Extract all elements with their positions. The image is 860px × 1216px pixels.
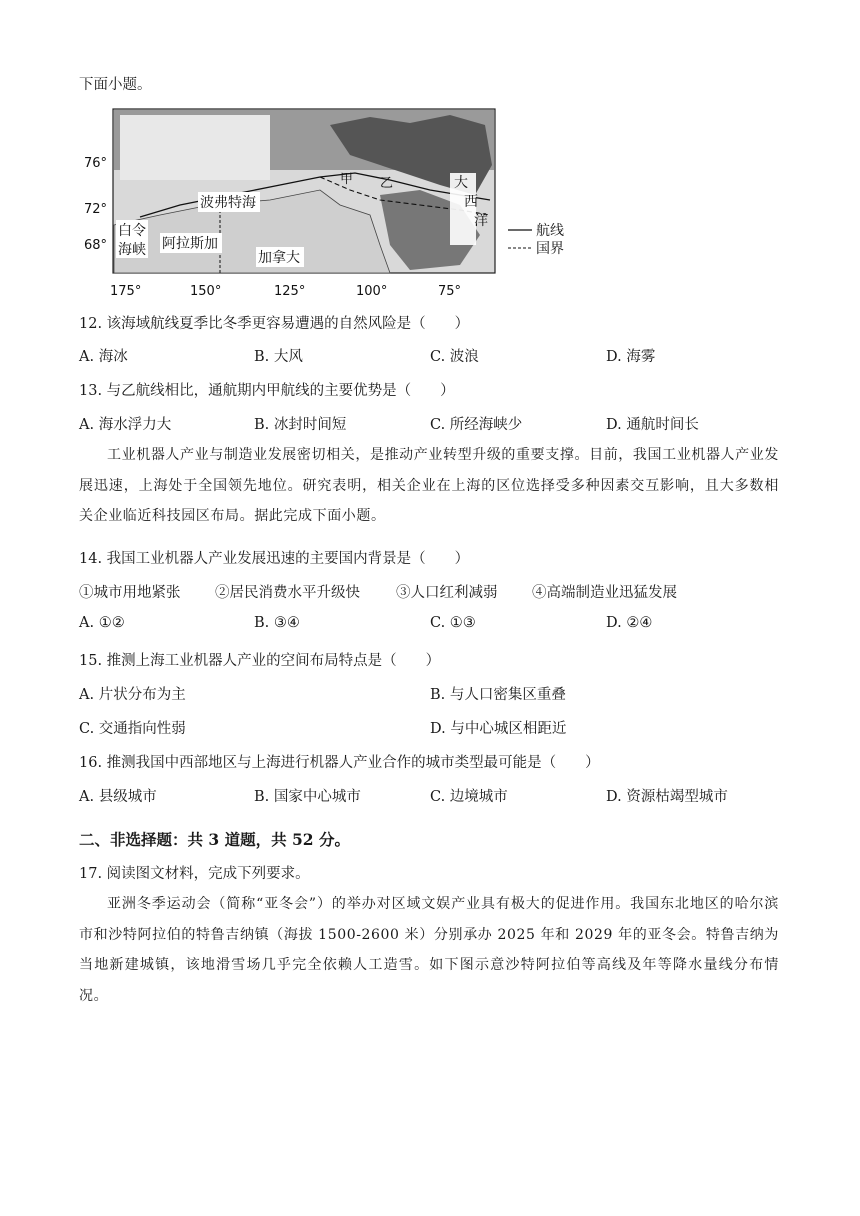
section-2-heading: 二、非选择题：共 3 道题，共 52 分。 [79,830,350,849]
lon-label-125: 125° [274,284,306,299]
arctic-route-map [80,105,600,310]
bering-label-2: 海峡 [118,242,146,258]
q14-choice-1: ①城市用地紧张 [79,585,181,601]
q14-choice-2: ②居民消费水平升级快 [215,585,360,601]
lon-label-150: 150° [190,284,222,299]
atlantic-label-1: 大 [454,175,468,191]
q13-option-b[interactable]: B. 冰封时间短 [254,417,347,433]
q13-option-d[interactable]: D. 通航时间长 [606,417,699,433]
q15-option-a[interactable]: A. 片状分布为主 [79,687,186,703]
q14-stem: 14. 我国工业机器人产业发展迅速的主要国内背景是（ ） [79,551,470,567]
q16-option-d[interactable]: D. 资源枯竭型城市 [606,789,728,805]
washout-area [120,115,270,180]
q14-option-d[interactable]: D. ②④ [606,615,653,631]
q12-option-c[interactable]: C. 波浪 [430,349,479,365]
q16-option-a[interactable]: A. 县级城市 [79,789,157,805]
lat-label-72: 72° [84,202,108,217]
q17-stem: 17. 阅读图文材料，完成下列要求。 [79,866,310,882]
lon-label-75: 75° [438,284,462,299]
q15-option-d[interactable]: D. 与中心城区相距近 [430,721,567,737]
q15-option-c[interactable]: C. 交通指向性弱 [79,721,186,737]
bering-label-1: 白令 [118,223,146,239]
q13-stem: 13. 与乙航线相比，通航期内甲航线的主要优势是（ ） [79,383,455,399]
atlantic-label-2: 西 [464,194,478,210]
route-yi-label: 乙 [380,176,394,191]
legend-route-label: 航线 [536,223,564,239]
q16-stem: 16. 推测我国中西部地区与上海进行机器人产业合作的城市类型最可能是（ ） [79,755,600,771]
q14-option-b[interactable]: B. ③④ [254,615,300,631]
passage-asian-winter-games: 亚洲冬季运动会（简称“亚冬会”）的举办对区域文娱产业具有极大的促进作用。我国东北地区的哈尔滨市和沙特阿拉伯的特鲁吉纳镇（海拔 1500-2600 米）分别承办 2025 年和 2029 年的亚冬会。特鲁吉纳为当地新建城镇，该地滑雪场几乎完全依赖人工造雪。如下图示意沙特阿拉伯等高线及年等降水量线分布情况。 [79,896,779,1004]
alaska-label: 阿拉斯加 [162,236,218,252]
lon-label-100: 100° [356,284,388,299]
q12-option-a[interactable]: A. 海冰 [79,349,128,365]
canada-label: 加拿大 [258,250,300,266]
lon-label-175: 175° [110,284,142,299]
q16-option-b[interactable]: B. 国家中心城市 [254,789,361,805]
beaufort-sea-label: 波弗特海 [200,195,256,211]
route-jia-label: 甲 [340,172,354,187]
q14-option-c[interactable]: C. ①③ [430,615,476,631]
q13-option-c[interactable]: C. 所经海峡少 [430,417,523,433]
q13-option-a[interactable]: A. 海水浮力大 [79,417,172,433]
q14-choice-4: ④高端制造业迅猛发展 [532,585,677,601]
lat-label-68: 68° [84,238,108,253]
intro-tail: 下面小题。 [79,77,152,93]
q12-option-b[interactable]: B. 大风 [254,349,303,365]
passage-robot-industry: 工业机器人产业与制造业发展密切相关，是推动产业转型升级的重要支撑。目前，我国工业机器人产业发展迅速，上海处于全国领先地位。研究表明，相关企业在上海的区位选择受多种因素交互影响，且大多数相关企业临近科技园区布局。据此完成下面小题。 [79,447,779,524]
q15-stem: 15. 推测上海工业机器人产业的空间布局特点是（ ） [79,653,441,669]
q15-option-b[interactable]: B. 与人口密集区重叠 [430,687,566,703]
q12-option-d[interactable]: D. 海雾 [606,349,656,365]
q14-choice-3: ③人口红利减弱 [396,585,498,601]
legend-border-label: 国界 [536,241,564,257]
q12-stem: 12. 该海域航线夏季比冬季更容易遭遇的自然风险是（ ） [79,316,470,332]
atlantic-label-3: 洋 [474,213,488,229]
q16-option-c[interactable]: C. 边境城市 [430,789,508,805]
lat-label-76: 76° [84,156,108,171]
q14-option-a[interactable]: A. ①② [79,615,125,631]
